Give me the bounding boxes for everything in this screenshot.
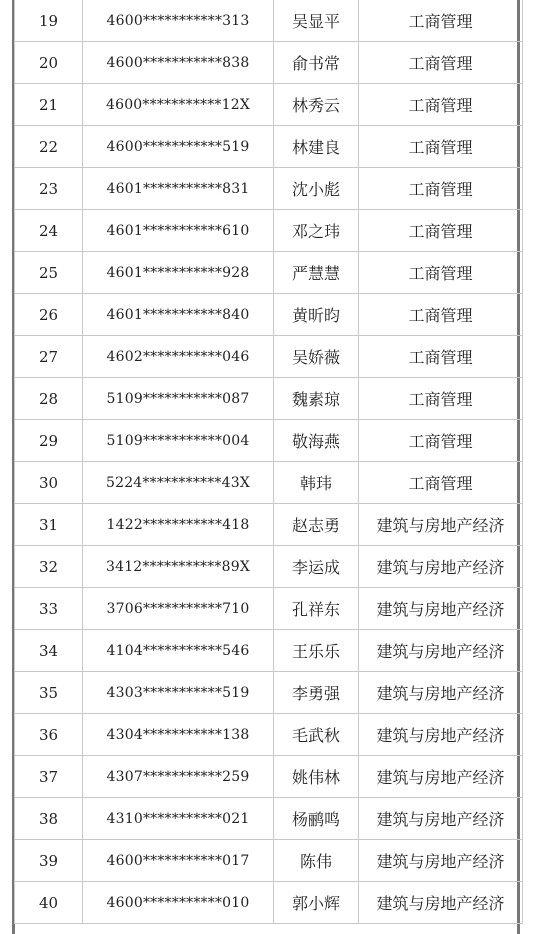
major-name-cell: 建筑与房地产经济	[359, 546, 523, 588]
person-name-cell: 邓之玮	[274, 210, 359, 252]
id-number-cell: 3412***********89X	[83, 546, 274, 588]
major-name-cell: 建筑与房地产经济	[359, 840, 523, 882]
row-number-cell: 20	[15, 42, 83, 84]
table-row	[15, 840, 523, 882]
person-name-cell: 孔祥东	[274, 588, 359, 630]
id-number-cell: 4601***********840	[83, 294, 274, 336]
id-number-cell: 5109***********004	[83, 420, 274, 462]
table-row	[15, 756, 523, 798]
major-name-cell: 工商管理	[359, 294, 523, 336]
person-name-cell: 吴显平	[274, 0, 359, 42]
table-row	[15, 504, 523, 546]
row-number-cell: 21	[15, 84, 83, 126]
major-name-cell: 工商管理	[359, 252, 523, 294]
table-row	[15, 588, 523, 630]
row-number-cell: 40	[15, 882, 83, 924]
id-number-cell: 4600***********010	[83, 882, 274, 924]
row-number-cell: 19	[15, 0, 83, 42]
student-roster-table	[14, 0, 523, 924]
table-row	[15, 798, 523, 840]
id-number-cell: 5224***********43X	[83, 462, 274, 504]
table-row	[15, 210, 523, 252]
row-number-cell: 28	[15, 378, 83, 420]
table-row	[15, 546, 523, 588]
id-number-cell: 4303***********519	[83, 672, 274, 714]
table-row	[15, 0, 523, 42]
major-name-cell: 建筑与房地产经济	[359, 756, 523, 798]
row-number-cell: 24	[15, 210, 83, 252]
person-name-cell: 陈伟	[274, 840, 359, 882]
id-number-cell: 1422***********418	[83, 504, 274, 546]
roster-body	[15, 0, 523, 924]
row-number-cell: 32	[15, 546, 83, 588]
id-number-cell: 4601***********928	[83, 252, 274, 294]
table-row	[15, 42, 523, 84]
row-number-cell: 26	[15, 294, 83, 336]
table-row	[15, 126, 523, 168]
id-number-cell: 4601***********610	[83, 210, 274, 252]
id-number-cell: 5109***********087	[83, 378, 274, 420]
row-number-cell: 39	[15, 840, 83, 882]
major-name-cell: 工商管理	[359, 126, 523, 168]
major-name-cell: 建筑与房地产经济	[359, 504, 523, 546]
major-name-cell: 工商管理	[359, 168, 523, 210]
person-name-cell: 黄昕昀	[274, 294, 359, 336]
major-name-cell: 工商管理	[359, 420, 523, 462]
row-number-cell: 38	[15, 798, 83, 840]
row-number-cell: 31	[15, 504, 83, 546]
row-number-cell: 33	[15, 588, 83, 630]
row-number-cell: 22	[15, 126, 83, 168]
row-number-cell: 29	[15, 420, 83, 462]
major-name-cell: 建筑与房地产经济	[359, 798, 523, 840]
row-number-cell: 37	[15, 756, 83, 798]
person-name-cell: 毛武秋	[274, 714, 359, 756]
id-number-cell: 4602***********046	[83, 336, 274, 378]
major-name-cell: 工商管理	[359, 378, 523, 420]
id-number-cell: 4600***********838	[83, 42, 274, 84]
major-name-cell: 建筑与房地产经济	[359, 714, 523, 756]
id-number-cell: 3706***********710	[83, 588, 274, 630]
person-name-cell: 李勇强	[274, 672, 359, 714]
person-name-cell: 严慧慧	[274, 252, 359, 294]
person-name-cell: 赵志勇	[274, 504, 359, 546]
person-name-cell: 林秀云	[274, 84, 359, 126]
table-row	[15, 882, 523, 924]
person-name-cell: 沈小彪	[274, 168, 359, 210]
person-name-cell: 俞书常	[274, 42, 359, 84]
person-name-cell: 李运成	[274, 546, 359, 588]
row-number-cell: 25	[15, 252, 83, 294]
row-number-cell: 27	[15, 336, 83, 378]
id-number-cell: 4304***********138	[83, 714, 274, 756]
major-name-cell: 建筑与房地产经济	[359, 588, 523, 630]
major-name-cell: 工商管理	[359, 84, 523, 126]
person-name-cell: 王乐乐	[274, 630, 359, 672]
major-name-cell: 工商管理	[359, 462, 523, 504]
person-name-cell: 杨鹂鸣	[274, 798, 359, 840]
table-row	[15, 336, 523, 378]
id-number-cell: 4600***********313	[83, 0, 274, 42]
person-name-cell: 林建良	[274, 126, 359, 168]
major-name-cell: 工商管理	[359, 336, 523, 378]
person-name-cell: 魏素琼	[274, 378, 359, 420]
table-row	[15, 714, 523, 756]
row-number-cell: 23	[15, 168, 83, 210]
table-row	[15, 294, 523, 336]
table-row	[15, 630, 523, 672]
major-name-cell: 建筑与房地产经济	[359, 630, 523, 672]
table-row	[15, 252, 523, 294]
major-name-cell: 工商管理	[359, 210, 523, 252]
row-number-cell: 34	[15, 630, 83, 672]
id-number-cell: 4104***********546	[83, 630, 274, 672]
table-row	[15, 378, 523, 420]
id-number-cell: 4600***********12X	[83, 84, 274, 126]
id-number-cell: 4307***********259	[83, 756, 274, 798]
table-row	[15, 672, 523, 714]
major-name-cell: 工商管理	[359, 0, 523, 42]
id-number-cell: 4600***********017	[83, 840, 274, 882]
table-row	[15, 462, 523, 504]
major-name-cell: 工商管理	[359, 42, 523, 84]
person-name-cell: 韩玮	[274, 462, 359, 504]
row-number-cell: 30	[15, 462, 83, 504]
row-number-cell: 36	[15, 714, 83, 756]
id-number-cell: 4601***********831	[83, 168, 274, 210]
person-name-cell: 郭小辉	[274, 882, 359, 924]
person-name-cell: 吴娇薇	[274, 336, 359, 378]
person-name-cell: 敬海燕	[274, 420, 359, 462]
major-name-cell: 建筑与房地产经济	[359, 672, 523, 714]
id-number-cell: 4310***********021	[83, 798, 274, 840]
table-row	[15, 168, 523, 210]
table-row	[15, 420, 523, 462]
major-name-cell: 建筑与房地产经济	[359, 882, 523, 924]
row-number-cell: 35	[15, 672, 83, 714]
person-name-cell: 姚伟林	[274, 756, 359, 798]
table-row	[15, 84, 523, 126]
id-number-cell: 4600***********519	[83, 126, 274, 168]
